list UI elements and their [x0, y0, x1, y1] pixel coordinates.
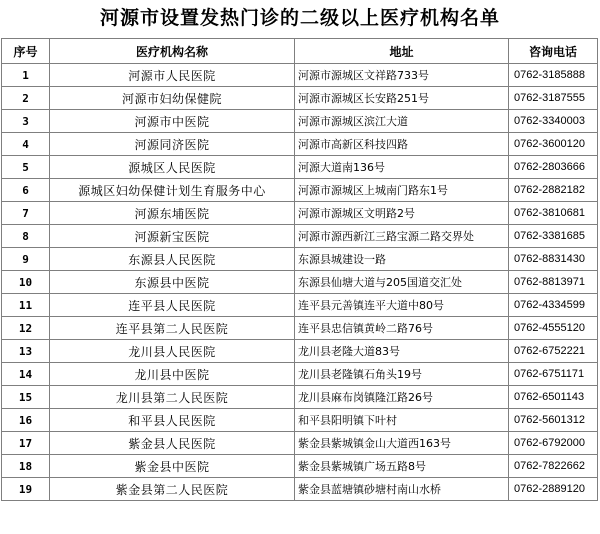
consult-phone: 0762-3810681 [509, 202, 598, 225]
institution-address: 河源市源西新江三路宝源二路交界处 [295, 225, 509, 248]
table-row [2, 248, 598, 271]
table-row [2, 294, 598, 317]
row-index: 3 [2, 110, 50, 133]
header-phone: 咨询电话 [509, 39, 598, 64]
row-index: 4 [2, 133, 50, 156]
table-row [2, 409, 598, 432]
consult-phone: 0762-8813971 [509, 271, 598, 294]
institution-name: 龙川县人民医院 [50, 340, 295, 363]
institution-name: 紫金县第二人民医院 [50, 478, 295, 501]
institution-name: 龙川县中医院 [50, 363, 295, 386]
table-row [2, 363, 598, 386]
consult-phone: 0762-6751171 [509, 363, 598, 386]
row-index: 13 [2, 340, 50, 363]
institution-address: 东源县城建设一路 [295, 248, 509, 271]
row-index: 19 [2, 478, 50, 501]
consult-phone: 0762-3185888 [509, 64, 598, 87]
consult-phone: 0762-4334599 [509, 294, 598, 317]
consult-phone: 0762-6752221 [509, 340, 598, 363]
table-row [2, 386, 598, 409]
institution-address: 河源市源城区文祥路733号 [295, 64, 509, 87]
table-row [2, 225, 598, 248]
table-row [2, 202, 598, 225]
institution-address: 连平县忠信镇黄岭二路76号 [295, 317, 509, 340]
institution-address: 连平县元善镇连平大道中80号 [295, 294, 509, 317]
institution-address: 河源市高新区科技四路 [295, 133, 509, 156]
institution-address: 龙川县老隆大道83号 [295, 340, 509, 363]
row-index: 18 [2, 455, 50, 478]
header-index: 序号 [2, 39, 50, 64]
row-index: 16 [2, 409, 50, 432]
institution-address: 紫金县紫城镇金山大道西163号 [295, 432, 509, 455]
institution-address: 龙川县麻布岗镇隆江路26号 [295, 386, 509, 409]
institution-name: 河源市人民医院 [50, 64, 295, 87]
table-row [2, 432, 598, 455]
table-row [2, 317, 598, 340]
table-row [2, 64, 598, 87]
row-index: 5 [2, 156, 50, 179]
consult-phone: 0762-3340003 [509, 110, 598, 133]
consult-phone: 0762-6792000 [509, 432, 598, 455]
consult-phone: 0762-5601312 [509, 409, 598, 432]
row-index: 8 [2, 225, 50, 248]
table-row [2, 87, 598, 110]
header-row [2, 39, 598, 64]
institution-name: 东源县人民医院 [50, 248, 295, 271]
row-index: 14 [2, 363, 50, 386]
institution-table [1, 38, 598, 501]
row-index: 2 [2, 87, 50, 110]
institution-address: 龙川县老隆镇石角头19号 [295, 363, 509, 386]
row-index: 12 [2, 317, 50, 340]
consult-phone: 0762-4555120 [509, 317, 598, 340]
institution-name: 紫金县中医院 [50, 455, 295, 478]
consult-phone: 0762-2803666 [509, 156, 598, 179]
table-row [2, 179, 598, 202]
institution-name: 源城区妇幼保健计划生育服务中心 [50, 179, 295, 202]
consult-phone: 0762-6501143 [509, 386, 598, 409]
page-title: 河源市设置发热门诊的二级以上医疗机构名单 [99, 7, 500, 29]
header-address: 地址 [295, 39, 509, 64]
table-body [2, 64, 598, 501]
table-row [2, 340, 598, 363]
consult-phone: 0762-2889120 [509, 478, 598, 501]
table-row [2, 271, 598, 294]
table-row [2, 455, 598, 478]
institution-address: 河源市源城区文明路2号 [295, 202, 509, 225]
institution-name: 东源县中医院 [50, 271, 295, 294]
institution-address: 紫金县蓝塘镇砂塘村南山水桥 [295, 478, 509, 501]
institution-name: 河源同济医院 [50, 133, 295, 156]
row-index: 6 [2, 179, 50, 202]
institution-name: 龙川县第二人民医院 [50, 386, 295, 409]
institution-name: 源城区人民医院 [50, 156, 295, 179]
institution-name: 连平县第二人民医院 [50, 317, 295, 340]
row-index: 17 [2, 432, 50, 455]
consult-phone: 0762-3187555 [509, 87, 598, 110]
institution-address: 河源市源城区长安路251号 [295, 87, 509, 110]
institution-name: 紫金县人民医院 [50, 432, 295, 455]
row-index: 10 [2, 271, 50, 294]
institution-address: 紫金县紫城镇广场五路8号 [295, 455, 509, 478]
consult-phone: 0762-8831430 [509, 248, 598, 271]
institution-name: 河源市中医院 [50, 110, 295, 133]
row-index: 9 [2, 248, 50, 271]
header-name: 医疗机构名称 [50, 39, 295, 64]
consult-phone: 0762-2882182 [509, 179, 598, 202]
institution-address: 河源大道南136号 [295, 156, 509, 179]
table-row [2, 478, 598, 501]
institution-name: 连平县人民医院 [50, 294, 295, 317]
table-header [2, 39, 598, 64]
row-index: 11 [2, 294, 50, 317]
consult-phone: 0762-3381685 [509, 225, 598, 248]
row-index: 7 [2, 202, 50, 225]
table-row [2, 156, 598, 179]
institution-name: 和平县人民医院 [50, 409, 295, 432]
institution-name: 河源新宝医院 [50, 225, 295, 248]
institution-name: 河源市妇幼保健院 [50, 87, 295, 110]
table-row [2, 133, 598, 156]
institution-address: 和平县阳明镇下叶村 [295, 409, 509, 432]
institution-address: 东源县仙塘大道与205国道交汇处 [295, 271, 509, 294]
table-row [2, 110, 598, 133]
row-index: 15 [2, 386, 50, 409]
institution-address: 河源市源城区滨江大道 [295, 110, 509, 133]
institution-name: 河源东埔医院 [50, 202, 295, 225]
consult-phone: 0762-7822662 [509, 455, 598, 478]
institution-address: 河源市源城区上城南门路东1号 [295, 179, 509, 202]
row-index: 1 [2, 64, 50, 87]
consult-phone: 0762-3600120 [509, 133, 598, 156]
